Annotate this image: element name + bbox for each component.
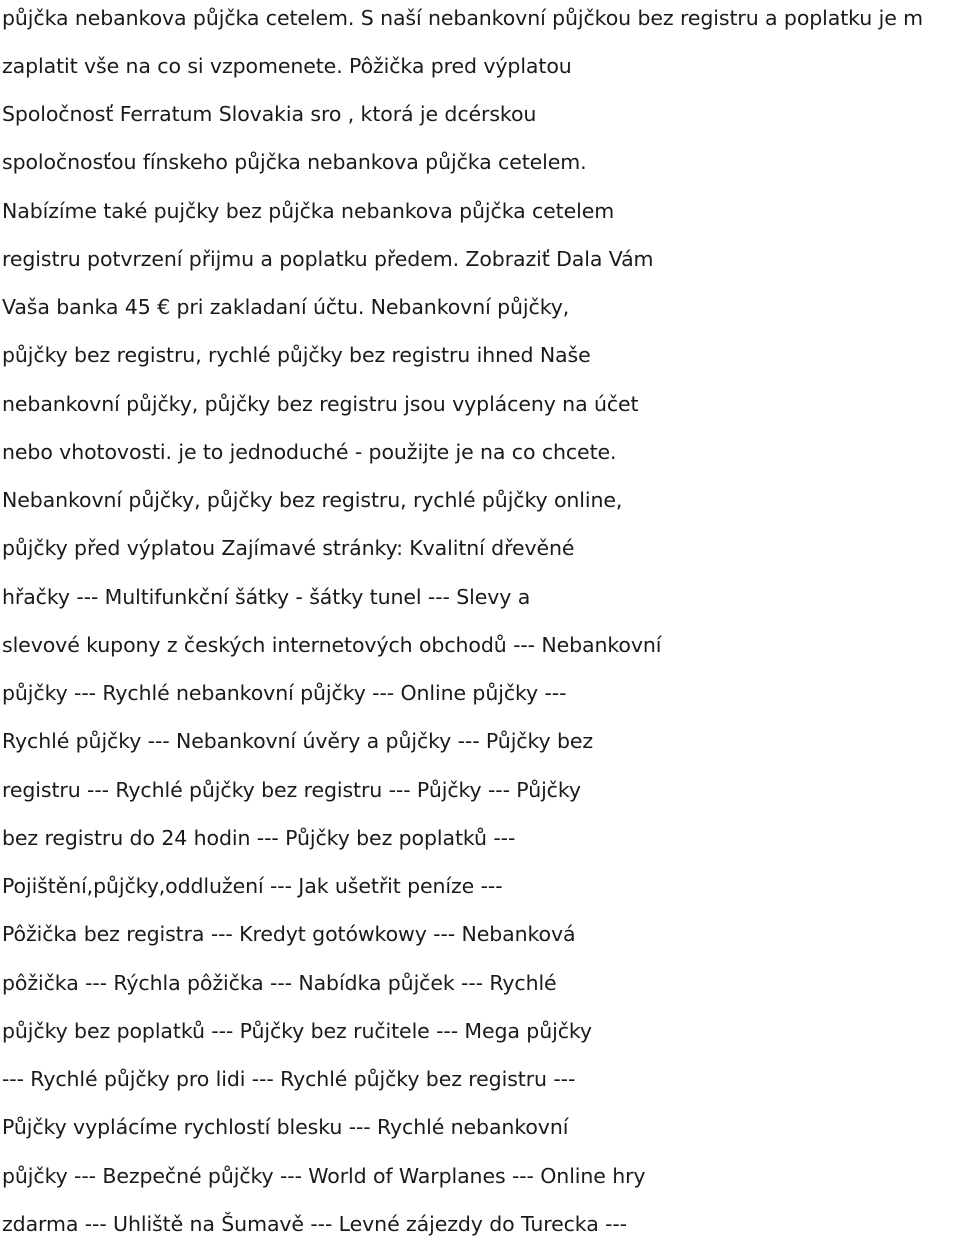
text-line: nebankovní půjčky, půjčky bez registru jsou vypláceny na účet (2, 392, 639, 416)
text-line: Půjčky vyplácíme rychlostí blesku --- Rychlé nebankovní (2, 1115, 569, 1139)
text-line: Vaša banka 45 € pri zakladaní účtu. Nebankovní půjčky, (2, 295, 570, 319)
text-line: hřačky --- Multifunkční šátky - šátky tunel --- Slevy a (2, 585, 531, 609)
text-line: zdarma --- Uhliště na Šumavě --- Levné zájezdy do Turecka --- (2, 1212, 627, 1236)
text-line: Pôžička bez registra --- Kredyt gotówkowy --- Nebanková (2, 922, 576, 946)
text-line: --- Rychlé půjčky pro lidi --- Rychlé půjčky bez registru --- (2, 1067, 576, 1091)
text-line: nebo vhotovosti. je to jednoduché - použijte je na co chcete. (2, 440, 617, 464)
text-line: spoločnosťou fínskeho půjčka nebankova půjčka cetelem. (2, 150, 587, 174)
text-line: Nabízíme také pujčky bez půjčka nebankova půjčka cetelem (2, 199, 615, 223)
text-line: Rychlé půjčky --- Nebankovní úvěry a půjčky --- Půjčky bez (2, 729, 594, 753)
text-line: Spoločnosť Ferratum Slovakia sro , ktorá je dcérskou (2, 102, 537, 126)
text-line: slevové kupony z českých internetových obchodů --- Nebankovní (2, 633, 662, 657)
text-line: půjčka nebankova půjčka cetelem. S naší nebankovní půjčkou bez registru a poplatku je m (2, 6, 924, 30)
text-line: půjčky bez poplatků --- Půjčky bez ručitele --- Mega půjčky (2, 1019, 592, 1043)
text-line: zaplatit vše na co si vzpomenete. Pôžička pred výplatou (2, 54, 572, 78)
text-line: Pojištění,půjčky,oddlužení --- Jak ušetřit peníze --- (2, 874, 503, 898)
text-line: půjčky --- Bezpečné půjčky --- World of Warplanes --- Online hry (2, 1164, 646, 1188)
text-line: registru potvrzení přijmu a poplatku předem. Zobraziť Dala Vám (2, 247, 654, 271)
text-line: pôžička --- Rýchla pôžička --- Nabídka půjček --- Rychlé (2, 971, 557, 995)
text-line: půjčky --- Rychlé nebankovní půjčky --- Online půjčky --- (2, 681, 567, 705)
text-line: Nebankovní půjčky, půjčky bez registru, rychlé půjčky online, (2, 488, 623, 512)
text-line: bez registru do 24 hodin --- Půjčky bez poplatků --- (2, 826, 516, 850)
text-line: registru --- Rychlé půjčky bez registru --- Půjčky --- Půjčky (2, 778, 581, 802)
text-line: půjčky bez registru, rychlé půjčky bez registru ihned Naše (2, 343, 591, 367)
text-line: půjčky před výplatou Zajímavé stránky: Kvalitní dřevěné (2, 536, 575, 560)
